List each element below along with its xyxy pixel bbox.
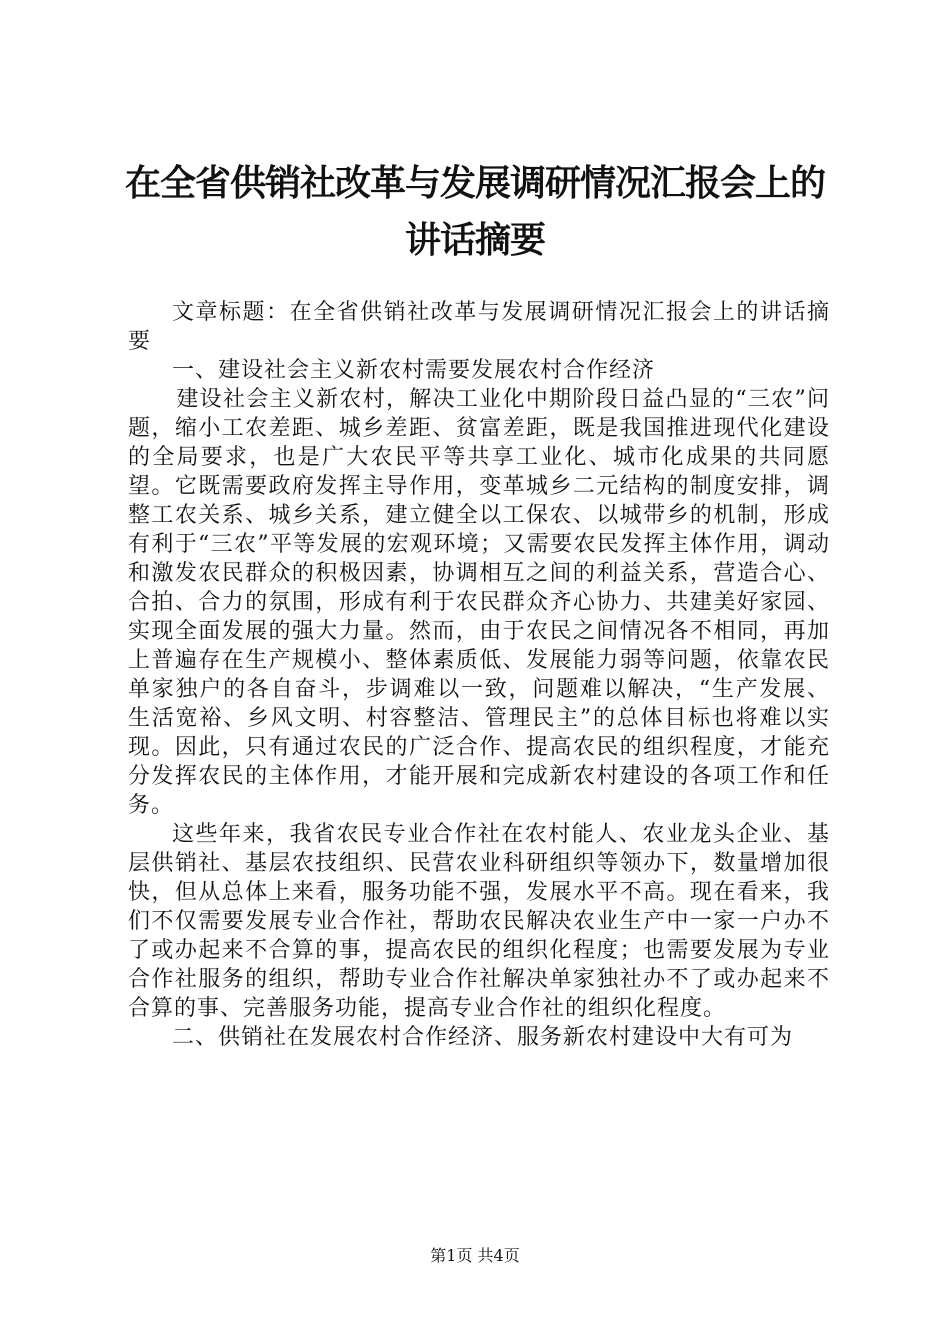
page-footer: 第1页 共4页: [430, 1246, 520, 1265]
document-title-line-2: 讲话摘要: [404, 219, 545, 261]
section-heading-1: 一、建设社会主义新农村需要发展农村合作经济: [172, 358, 656, 383]
document-title-line-1: 在全省供销社改革与发展调研情况汇报会上的: [124, 162, 825, 204]
body-paragraph-1: 建设社会主义新农村，解决工业化中期阶段日益凸显的“三农”问题，缩小工农差距、城乡差距、贫富差距，既是我国推进现代化建设的全局要求，也是广大农民平等共享工业化、城市化成果的共同愿望。它既需要政府发挥主导作用，变革城乡二元结构的制度安排，调整工农关系、城乡关系，建立健全以工保农、以城带乡的机制，形成有利于“三农”平等发展的宏观环境；又需要农民发挥主体作用，调动和激发农民群众的积极因素，协调相互之间的利益关系，营造合心、合拍、合力的氛围，形成有利于农民群众齐心协力、共建美好家园、实现全面发展的强大力量。然而，由于农民之间情况各不相同，再加上普遍存在生产规模小、整体素质低、发展能力弱等问题，依靠农民单家独户的各自奋斗，步调难以一致，问题难以解决，“生产发展、生活宽裕、乡风文明、村容整洁、管理民主”的总体目标也将难以实现。因此，只有通过农民的广泛合作、提高农民的组织程度，才能充分发挥农民的主体作用，才能开展和完成新农村建设的各项工作和任务。: [128, 387, 830, 818]
document-body: [128, 298, 830, 1052]
body-paragraph-2: 这些年来，我省农民专业合作社在农村能人、农业龙头企业、基层供销社、基层农技组织、民营农业科研组织等领办下，数量增加很快，但从总体上来看，服务功能不强，发展水平不高。现在看来，我们不仅需要发展专业合作社，帮助农民解决农业生产中一家一户办不了或办起来不合算的事，提高农民的组织化程度；也需要发展为专业合作社服务的组织，帮助专业合作社解决单家独社办不了或办起来不合算的事、完善服务功能，提高专业合作社的组织化程度。: [128, 822, 830, 1021]
section-heading-2: 二、供销社在发展农村合作经济、服务新农村建设中大有可为: [172, 1025, 794, 1050]
article-title-paragraph: 文章标题：在全省供销社改革与发展调研情况汇报会上的讲话摘要: [128, 300, 830, 354]
